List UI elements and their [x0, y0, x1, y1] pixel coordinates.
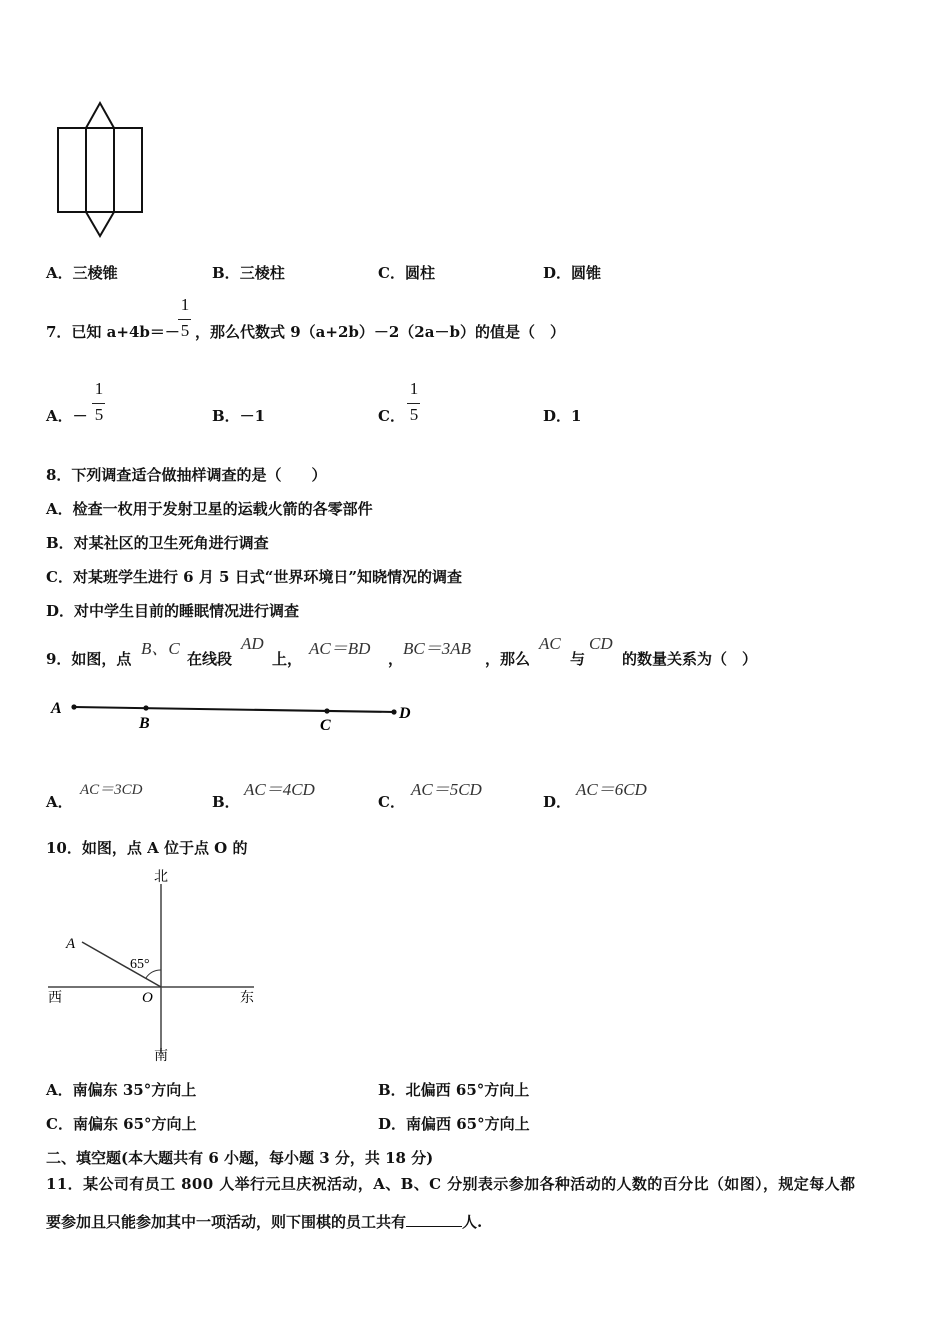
q6-option-a[interactable]: A．三棱锥	[46, 264, 118, 282]
angle-label: 65°	[130, 957, 150, 972]
q7-frac-bar	[178, 319, 191, 320]
prism-net-figure	[50, 98, 150, 243]
q8-option-d[interactable]: D．对中学生目前的睡眠情况进行调查	[46, 602, 300, 620]
q8-stem: 8．下列调查适合做抽样调查的是（ ）	[46, 466, 327, 484]
point-a-label: A	[51, 700, 62, 717]
q11-line-2-before: 要参加且只能参加其中一项活动，则下围棋的员工共有	[46, 1213, 407, 1231]
q11-line-2-after: 人.	[462, 1213, 483, 1231]
point-b-label: B	[139, 715, 150, 732]
section-2-title: 二、填空题(本大题共有 6 小题，每小题 3 分，共 18 分)	[46, 1149, 434, 1167]
q9-math-bc-3ab: BC＝3AB	[403, 639, 471, 658]
q9-math-ad: AD	[241, 634, 264, 653]
q11-answer-blank[interactable]	[406, 1212, 462, 1227]
q7-option-c-denominator: 5	[409, 405, 419, 424]
q9-stem-part3: 上，	[272, 650, 303, 668]
q7-option-a-bar	[92, 403, 105, 404]
q8-option-c[interactable]: C．对某班学生进行 6 月 5 日式“世界环境日”知晓情况的调查	[46, 568, 462, 586]
q10-option-d[interactable]: D．南偏西 65°方向上	[378, 1115, 530, 1133]
q9-stem-part2: 在线段	[187, 650, 233, 668]
q9-option-a-letter[interactable]: A．	[46, 793, 73, 811]
point-o-label: O	[142, 990, 153, 1006]
q7-stem-prefix: 7．已知 a+4b＝－	[46, 323, 180, 341]
south-label: 南	[154, 1048, 168, 1064]
q9-stem-part5: ，那么	[485, 650, 531, 668]
q7-frac-numerator: 1	[180, 295, 190, 314]
q9-stem-part7: 的数量关系为（ ）	[622, 650, 758, 668]
q8-option-a[interactable]: A．检查一枚用于发射卫星的运载火箭的各零部件	[46, 500, 373, 518]
q9-option-b-expr[interactable]: AC＝4CD	[244, 780, 315, 799]
q9-stem-part4: ，	[388, 650, 404, 668]
net-outer-rect	[58, 128, 142, 212]
q9-option-d-expr[interactable]: AC＝6CD	[576, 780, 647, 799]
q7-option-b[interactable]: B．－1	[212, 407, 266, 425]
point-c-dot	[324, 708, 329, 713]
q7-option-c-bar	[407, 403, 420, 404]
q9-option-a-expr[interactable]: AC＝3CD	[80, 782, 143, 798]
q7-stem-suffix: ，那么代数式 9（a+2b）－2（2a－b）的值是（ ）	[195, 323, 565, 341]
q9-option-c-letter[interactable]: C．	[378, 793, 405, 811]
q9-math-bc: B、C	[141, 639, 180, 658]
point-b-dot	[143, 705, 148, 710]
segment-ad	[74, 707, 394, 712]
west-label: 西	[48, 990, 62, 1006]
q10-stem: 10．如图，点 A 位于点 O 的	[46, 839, 248, 857]
point-a-label: A	[66, 936, 76, 952]
q6-option-b[interactable]: B．三棱柱	[212, 264, 285, 282]
q9-stem-part6: 与	[570, 650, 586, 668]
q11-line-2	[46, 1211, 482, 1232]
east-label: 东	[240, 990, 254, 1006]
q7-option-c[interactable]: C．	[378, 407, 405, 425]
q7-option-a-numerator: 1	[94, 379, 104, 398]
q9-math-ac-bd: AC＝BD	[309, 639, 371, 658]
q11-line-1: 11．某公司有员工 800 人举行元旦庆祝活动，A、B、C 分别表示参加各种活动的人数的百分比（如图），规定每人都	[46, 1175, 856, 1193]
net-bottom-triangle	[86, 212, 114, 236]
q8-option-b[interactable]: B．对某社区的卫生死角进行调查	[46, 534, 269, 552]
q9-stem-part1: 9．如图，点	[46, 650, 132, 668]
q7-option-a-denominator: 5	[94, 405, 104, 424]
q10-compass-figure	[44, 864, 264, 1064]
q6-option-c[interactable]: C．圆柱	[378, 264, 435, 282]
q10-option-c[interactable]: C．南偏东 65°方向上	[46, 1115, 197, 1133]
q9-option-b-letter[interactable]: B．	[212, 793, 240, 811]
point-d-dot	[391, 709, 396, 714]
net-top-triangle	[86, 103, 114, 128]
q7-option-a[interactable]: A．－	[46, 407, 88, 425]
q10-option-b[interactable]: B．北偏西 65°方向上	[378, 1081, 530, 1099]
north-label: 北	[154, 869, 168, 885]
q9-math-ac: AC	[539, 634, 561, 653]
q9-segment-figure	[46, 690, 426, 738]
q7-frac-denominator: 5	[180, 321, 190, 340]
q9-math-cd: CD	[589, 634, 613, 653]
point-c-label: C	[320, 717, 331, 734]
point-d-label: D	[399, 705, 411, 722]
q10-option-a[interactable]: A．南偏东 35°方向上	[46, 1081, 197, 1099]
q9-option-c-expr[interactable]: AC＝5CD	[411, 780, 482, 799]
q6-option-d[interactable]: D．圆锥	[543, 264, 602, 282]
q7-option-d[interactable]: D．1	[543, 407, 582, 425]
q7-option-c-numerator: 1	[409, 379, 419, 398]
point-a-dot	[71, 704, 76, 709]
q9-option-d-letter[interactable]: D．	[543, 793, 572, 811]
